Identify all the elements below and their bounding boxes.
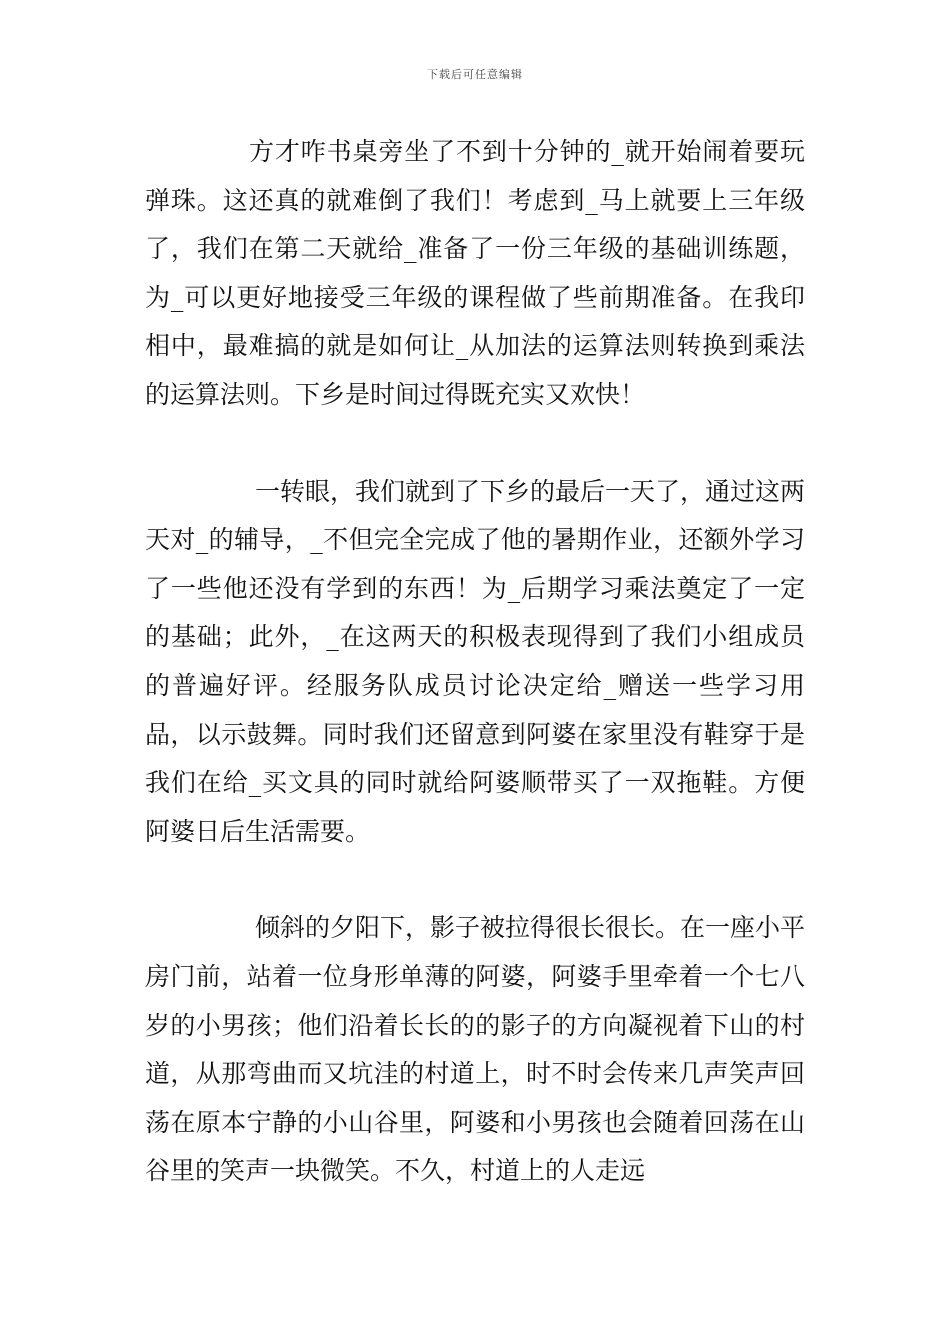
paragraph-3: 倾斜的夕阳下，影子被拉得很长很长。在一座小平房门前，站着一位身形单薄的阿婆，阿婆手里牵着一个七八岁的小男孩；他们沿着长长的的影子的方向凝视着下山的村道，从那弯曲而又坑洼的村道上，时不时会传来几声笑声回荡在原本宁静的小山谷里，阿婆和小男孩也会随着回荡在山谷里的笑声一块微笑。不久，村道上的人走远 — [145, 913, 806, 1186]
document-body — [145, 128, 805, 1196]
page-header: 下载后可任意编辑 — [427, 68, 523, 81]
paragraph-1: 方才咋书桌旁坐了不到十分钟的_就开始闹着要玩弹珠。这还真的就难倒了我们！考虑到_马上就要上三年级了，我们在第二天就给_准备了一份三年级的基础训练题，为_可以更好地接受三年级的课程做了些前期准备。在我印相中，最难搞的就是如何让_从加法的运算法则转换到乘法的运算法则。下乡是时间过得既充实又欢快！ — [145, 137, 805, 409]
paragraph-2: 一转眼，我们就到了下乡的最后一天了，通过这两天对_的辅导，_不但完全完成了他的暑期作业，还额外学习了一些他还没有学到的东西！为_后期学习乘法奠定了一定的基础；此外，_在这两天的积极表现得到了我们小组成员的普遍好评。经服务队成员讨论决定给_赠送一些学习用品，以示鼓舞。同时我们还留意到阿婆在家里没有鞋穿于是我们在给_买文具的同时就给阿婆顺带买了一双拖鞋。方便阿婆日后生活需要。 — [145, 476, 806, 846]
